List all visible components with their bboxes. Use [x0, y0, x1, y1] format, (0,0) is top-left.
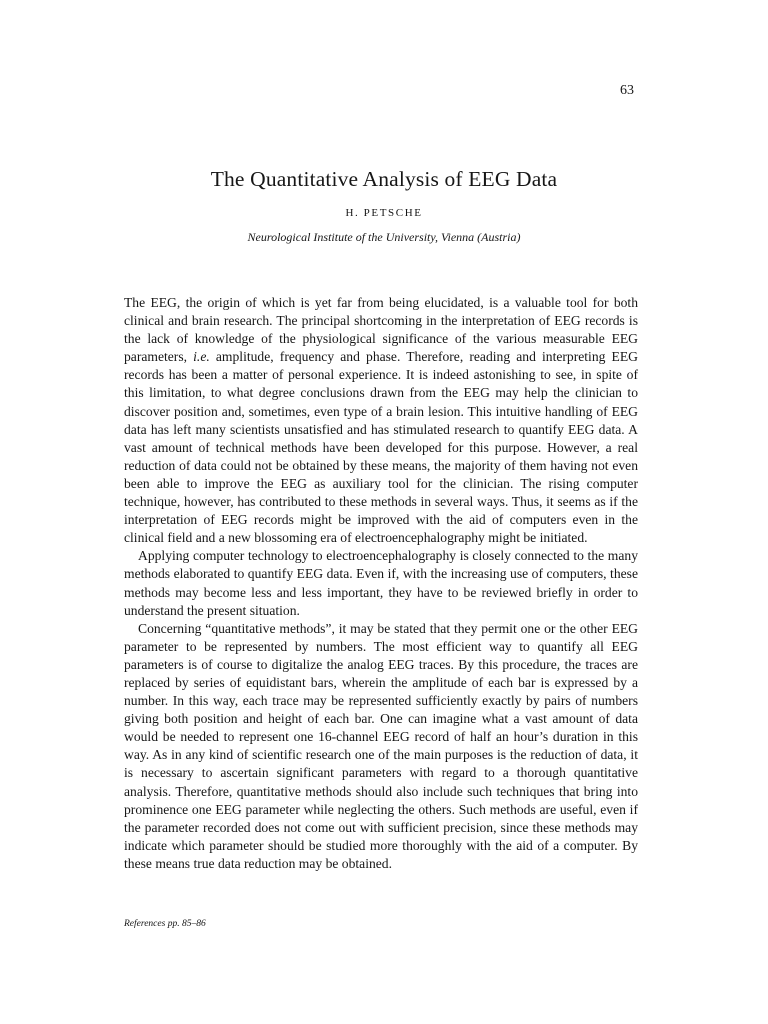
article-title: The Quantitative Analysis of EEG Data: [210, 167, 558, 191]
paragraph-1: [124, 294, 638, 547]
paragraph-1-text-a: The EEG, the origin of which is yet far from being elucidated, is a valuable tool for both clinical and brain research. The principal shortcoming in the interpretation of EEG records is the lack of knowledge of the physiological significance of the various measurable EEG parameters,: [124, 295, 638, 365]
paragraph-2-text: Applying computer technology to electroencephalography is closely connected to the many methods elaborated to quantify EEG data. Even if, with the increasing use of computers, these methods may become less and less important, they have to be reviewed briefly in order to understand the present situation.: [124, 548, 638, 618]
author-affiliation: Neurological Institute of the University, Vienna (Austria): [247, 230, 521, 244]
page-number: 63: [620, 83, 634, 98]
paragraph-2: [124, 547, 638, 619]
body-text: [124, 294, 638, 873]
author-name: H. PETSCHE: [345, 207, 423, 219]
footer-references: References pp. 85–86: [124, 919, 206, 929]
paragraph-1-italic-ie: i.e.: [193, 349, 210, 365]
paragraph-1-text-b: amplitude, frequency and phase. Therefore, reading and interpreting EEG records has been a matter of personal experience. It is indeed astonishing to see, in spite of this limitation, to what degree conclusions drawn from the EEG may help the clinician to discover position and, sometimes, even type of a brain lesion. This intuitive handling of EEG data has left many scientists unsatisfied and has stimulated research to quantify EEG data. A vast amount of technical methods have been developed for this purpose. However, a real reduction of data could not be obtained by these means, the majority of them having not even been able to improve the EEG as auxiliary tool for the clinician. The rising computer technique, however, has contributed to these methods in several ways. Thus, it seems as if the interpretation of EEG records might be improved with the aid of computers even in the clinical field and a new blossoming era of electroencephalography might be initiated.: [124, 349, 638, 546]
paragraph-3-text: Concerning “quantitative methods”, it may be stated that they permit one or the other EEG parameter to be represented by numbers. The most efficient way to quantify all EEG parameters is of course to digitalize the analog EEG traces. By this procedure, the traces are replaced by series of equidistant bars, wherein the amplitude of each bar is expressed by a number. In this way, each trace may be represented sufficiently exactly by pairs of numbers giving both position and height of each bar. One can imagine what a vast amount of data would be needed to represent one 16-channel EEG record of half an hour’s duration in this way. As in any kind of scientific research one of the main purposes is the reduction of data, it is necessary to ascertain significant parameters with regard to a thorough quantitative analysis. Therefore, quantitative methods should also include such techniques that bring into prominence one EEG parameter while neglecting the others. Such methods are useful, even if the parameter recorded does not come out with sufficient precision, since these methods may indicate which parameter should be studied more thoroughly with the aid of a computer. By these means true data reduction may be obtained.: [124, 620, 638, 871]
paragraph-3: [124, 620, 638, 873]
